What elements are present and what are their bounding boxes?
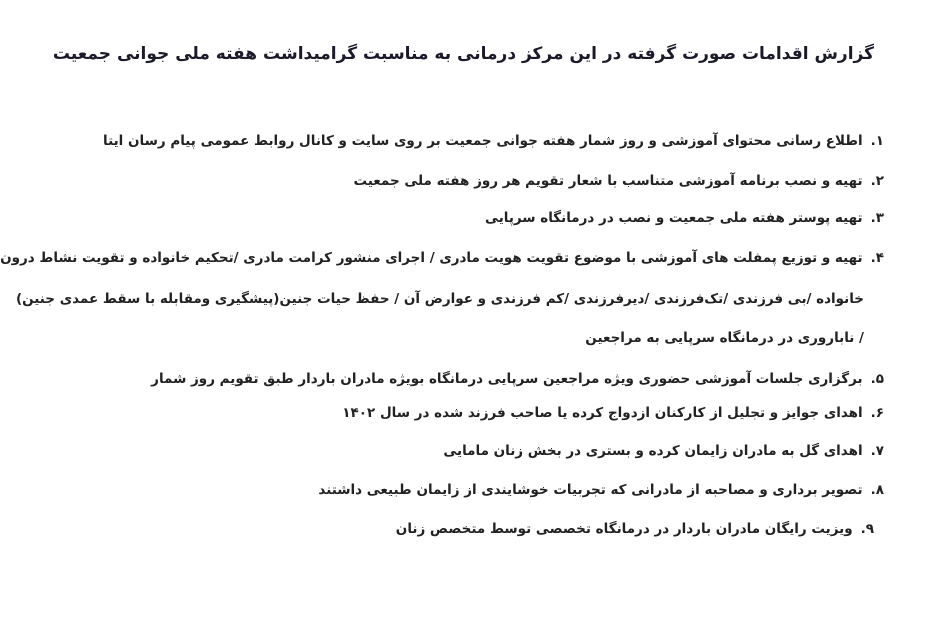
item-text: خانواده /بی فرزندی /تک‌فرزندی /دیرفرزندی /کم فرزندی و عوارض آن / حفظ حیات جنین(پیشگیری ومقابله با سقط عمدی جنین) <box>15 291 864 307</box>
item-number: ۵. <box>870 371 884 387</box>
item-text: / ناباروری در درمانگاه سرپایی به مراجعین <box>585 330 864 346</box>
item-number: ۸. <box>870 482 884 498</box>
item-number: ۶. <box>870 405 884 421</box>
list-item-4-continued <box>16 289 864 309</box>
list-item-6 <box>342 403 884 423</box>
report-title: گزارش اقدامات صورت گرفته در این مرکز درمانی به مناسبت گرامیداشت هفته ملی جوانی جمعیت <box>52 44 874 64</box>
item-text: اهدای جوایز و تجلیل از کارکنان ازدواج کرده یا صاحب فرزند شده در سال ۱۴۰۲ <box>342 405 863 421</box>
item-number: ۷. <box>870 443 884 459</box>
item-number: ۳. <box>870 210 884 226</box>
list-item-3 <box>485 208 884 228</box>
item-number: ۴. <box>870 250 884 266</box>
list-item-1 <box>103 131 884 151</box>
item-text: تصویر برداری و مصاحبه از مادرانی که تجربیات خوشایندی از زایمان طبیعی داشتند <box>318 482 863 498</box>
list-item-4 <box>0 248 884 268</box>
list-item-8 <box>318 480 884 500</box>
item-text: برگزاری جلسات آموزشی حضوری ویژه مراجعین سرپایی درمانگاه بویژه مادران باردار طبق تقویم روز شمار <box>151 371 863 387</box>
list-item-5 <box>151 369 884 389</box>
list-item-7 <box>443 441 884 461</box>
item-number: ۹. <box>860 521 874 537</box>
item-text: اهدای گل به مادران زایمان کرده و بستری در بخش زنان مامایی <box>443 443 863 459</box>
item-text: اطلاع رسانی محتوای آموزشی و روز شمار هفته جوانی جمعیت بر روی سایت و کانال روابط عمومی پیام رسان ایتا <box>103 133 863 149</box>
list-item-9 <box>396 519 874 539</box>
item-text: ویزیت رایگان مادران باردار در درمانگاه تخصصی توسط متخصص زنان <box>395 521 853 537</box>
list-item-4-continued-2 <box>585 328 864 348</box>
item-text: تهیه و توزیع پمفلت های آموزشی با موضوع تقویت هویت مادری / اجرای منشور کرامت مادری /تحکیم خانواده و تقویت نشاط درون <box>0 250 863 266</box>
item-number: ۱. <box>870 133 884 149</box>
item-number: ۲. <box>870 173 884 189</box>
list-item-2 <box>353 171 884 191</box>
item-text: تهیه و نصب برنامه آموزشی متناسب با شعار تقویم هر روز هفته ملی جمعیت <box>353 173 863 189</box>
item-text: تهیه پوستر هفته ملی جمعیت و نصب در درمانگاه سرپایی <box>485 210 863 226</box>
